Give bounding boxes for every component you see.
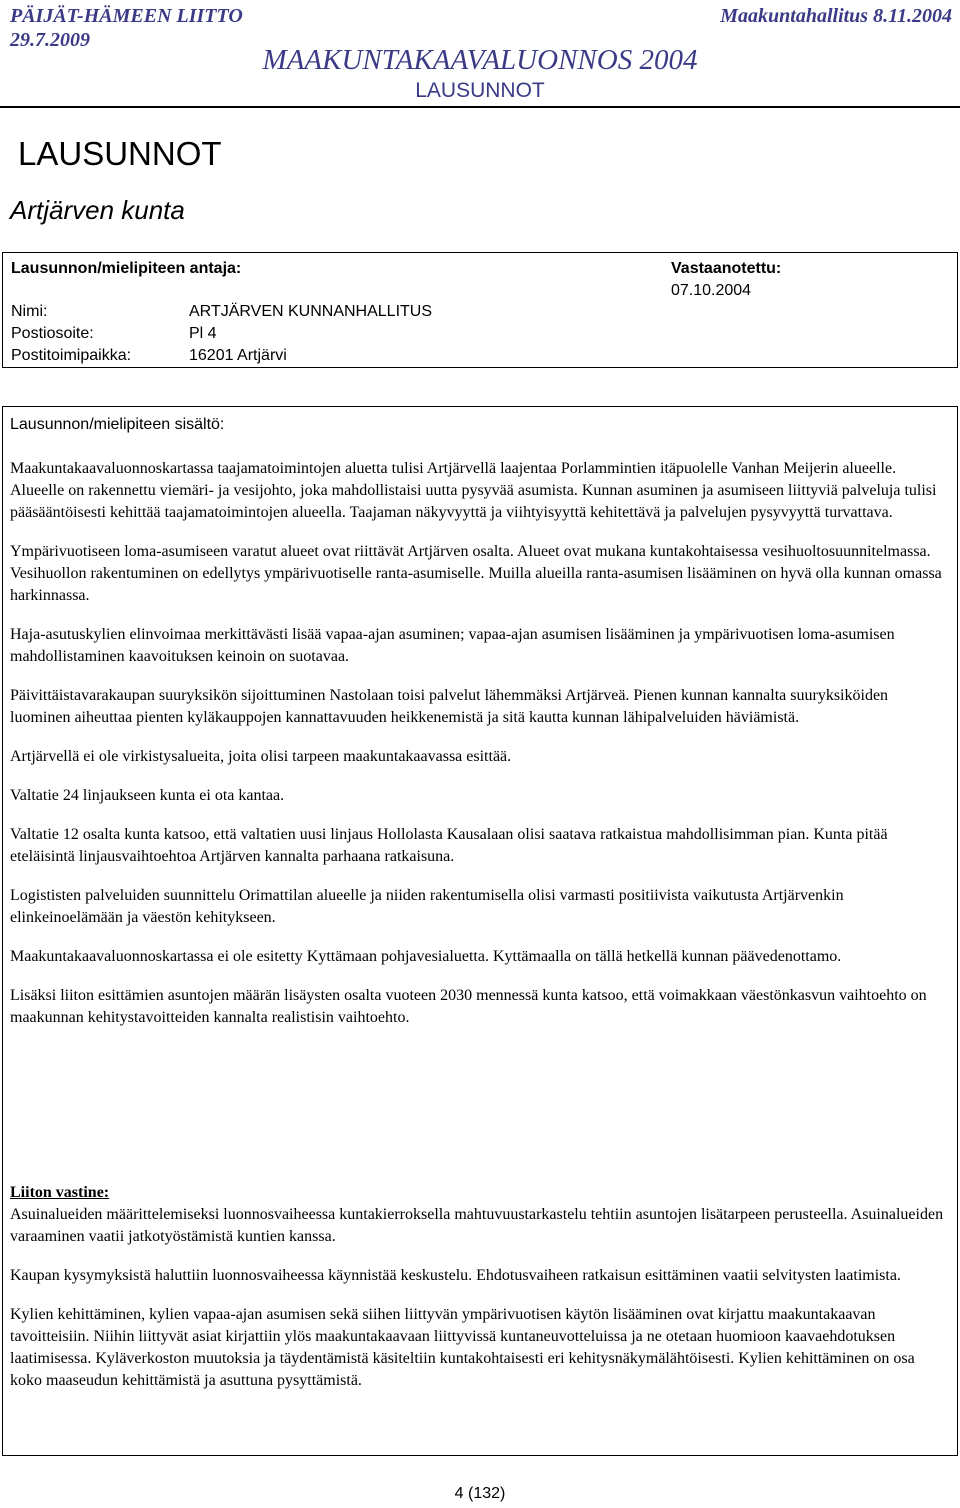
statement-paragraph: Lisäksi liiton esittämien asuntojen määrän lisäysten osalta vuoteen 2030 mennessä kunta katsoo, että voimakkaan väestönkasvun vaihtoehto on maakunnan kehitystavoitteiden kannalta realistisin vaihtoehto.	[10, 987, 927, 1026]
statement-paragraph: Maakuntakaavaluonnoskartassa ei ole esitetty Kyttämaan pohjavesialuetta. Kyttämaalla on tällä hetkellä kunnan päävedenottamo.	[10, 948, 842, 965]
response-paragraph: Kylien kehittäminen, kylien vapaa-ajan asumisen sekä siihen liittyvän ympärivuotisen käytön lisääminen ovat kirjattu maakuntakaavan tavoitteisiin. Niihin liittyvät asiat kirjattiin ylös maakuntakaavaan liittyvissä kuntaneuvotteluissa ja ne otetaan huomioon kaavaehdotuksen laatimisessa. Kyläverkoston muutoksia ja täydentämistä käsiteltiin kuntakohtaisesti eri kehitysnäkymälähtöisesti. Kylien kehittäminen on osa koko maaseudun kehittämistä ja asuttuna pysyttämistä.	[10, 1306, 915, 1389]
postal-address-label: Postiosoite:	[11, 325, 94, 342]
statement-text	[10, 458, 950, 1046]
response-paragraph: Kaupan kysymyksistä haluttiin luonnosvaiheessa käynnistää keskustelu. Ehdotusvaiheen ratkaisun esittäminen vaatii selvitysten laatimista.	[10, 1267, 901, 1284]
statement-paragraph: Ympärivuotiseen loma-asumiseen varatut alueet ovat riittävät Artjärven osalta. Alueet ovat mukana kuntakohtaisessa vesihuoltosuunnitelmassa. Vesihuollon rakentuminen on edellytys ympärivuotiselle ranta-asumiselle. Muilla alueilla ranta-asumisen lisääminen on hyvä olla kunnan omassa harkinnassa.	[10, 543, 942, 604]
statement-paragraph: Haja-asutuskylien elinvoimaa merkittävästi lisää vapaa-ajan asuminen; vapaa-ajan asumisen lisääminen ja ympärivuotisen loma-asumisen mahdollistaminen kaavoituksen keinoin on suotavaa.	[10, 626, 895, 665]
statement-paragraph: Artjärvellä ei ole virkistysalueita, joita olisi tarpeen maakuntakaavassa esittää.	[10, 748, 512, 765]
board-meeting: Maakuntahallitus 8.11.2004	[720, 5, 952, 27]
section-subtitle: Artjärven kunta	[10, 195, 185, 225]
post-office-label: Postitoimipaikka:	[11, 347, 132, 364]
response-paragraph: Asuinalueiden määrittelemiseksi luonnosvaiheessa kuntakierroksella mahtuvuustarkastelu tehtiin asuntojen lisätarpeen perusteella. Asuinalueiden varaaminen vaatii jatkotyöstämistä kuntien kanssa.	[10, 1206, 944, 1245]
name-label: Nimi:	[11, 303, 48, 320]
post-office-value: 16201 Artjärvi	[189, 347, 287, 364]
document-subtitle: LAUSUNNOT	[415, 79, 545, 102]
received-date: 07.10.2004	[671, 282, 752, 299]
received-label: Vastaanotettu:	[671, 260, 782, 277]
response-text	[10, 1182, 950, 1409]
statement-paragraph: Maakuntakaavaluonnoskartassa taajamatoimintojen aluetta tulisi Artjärvellä laajentaa Porlammintien itäpuolelle Vanhan Meijerin alueelle. Alueelle on rakennettu viemäri- ja vesijohto, joka mahdollistaisi uutta pysyvää asumista. Kunnan asuminen ja asumiseen liittyviä palveluja tulisi pääsääntöisesti kehittää taajamatoimintojen alueella. Taajaman näkyvyyttä ja viihtyisyyttä kehitettävä ja palvelujen pysyvyyttä turvattava.	[10, 460, 937, 521]
response-divider	[2, 1172, 3, 1456]
response-label: Liiton vastine:	[10, 1184, 110, 1201]
document-date: 29.7.2009	[10, 29, 90, 51]
header-divider	[0, 106, 960, 108]
statement-paragraph: Valtatie 24 linjaukseen kunta ei ota kantaa.	[10, 787, 285, 804]
page-number: 4 (132)	[454, 1485, 506, 1502]
organization-name: PÄIJÄT-HÄMEEN LIITTO	[10, 5, 243, 27]
sender-box	[2, 252, 958, 368]
statement-paragraph: Logististen palveluiden suunnittelu Orimattilan alueelle ja niiden rakentumisella olisi varmasti positiivista vaikutusta Artjärvenkin elinkeinoelämään ja väestön kehitykseen.	[10, 887, 844, 926]
statement-paragraph: Valtatie 12 osalta kunta katsoo, että valtatien uusi linjaus Hollolasta Kausalaan olisi saatava ratkaistua mahdollisimman pian. Kunta pitää eteläisintä linjausvaihtoehtoa Artjärven kannalta parhaana ratkaisuna.	[10, 826, 888, 865]
name-value: ARTJÄRVEN KUNNANHALLITUS	[189, 303, 433, 320]
section-title: LAUSUNNOT	[18, 135, 222, 172]
sender-label: Lausunnon/mielipiteen antaja:	[11, 260, 242, 277]
statement-paragraph: Päivittäistavarakaupan suuryksikön sijoittuminen Nastolaan toisi palvelut lähemmäksi Artjärveä. Pienen kunnan kannalta suuryksiköiden luominen aiheuttaa pienten kyläkauppojen kannattavuuden heikkenemistä ja sitä kautta kunnan lähipalveluiden häviämistä.	[10, 687, 889, 726]
content-label: Lausunnon/mielipiteen sisältö:	[10, 416, 225, 433]
postal-address-value: Pl 4	[189, 325, 217, 342]
document-title: MAAKUNTAKAAVALUONNOS 2004	[262, 44, 698, 76]
